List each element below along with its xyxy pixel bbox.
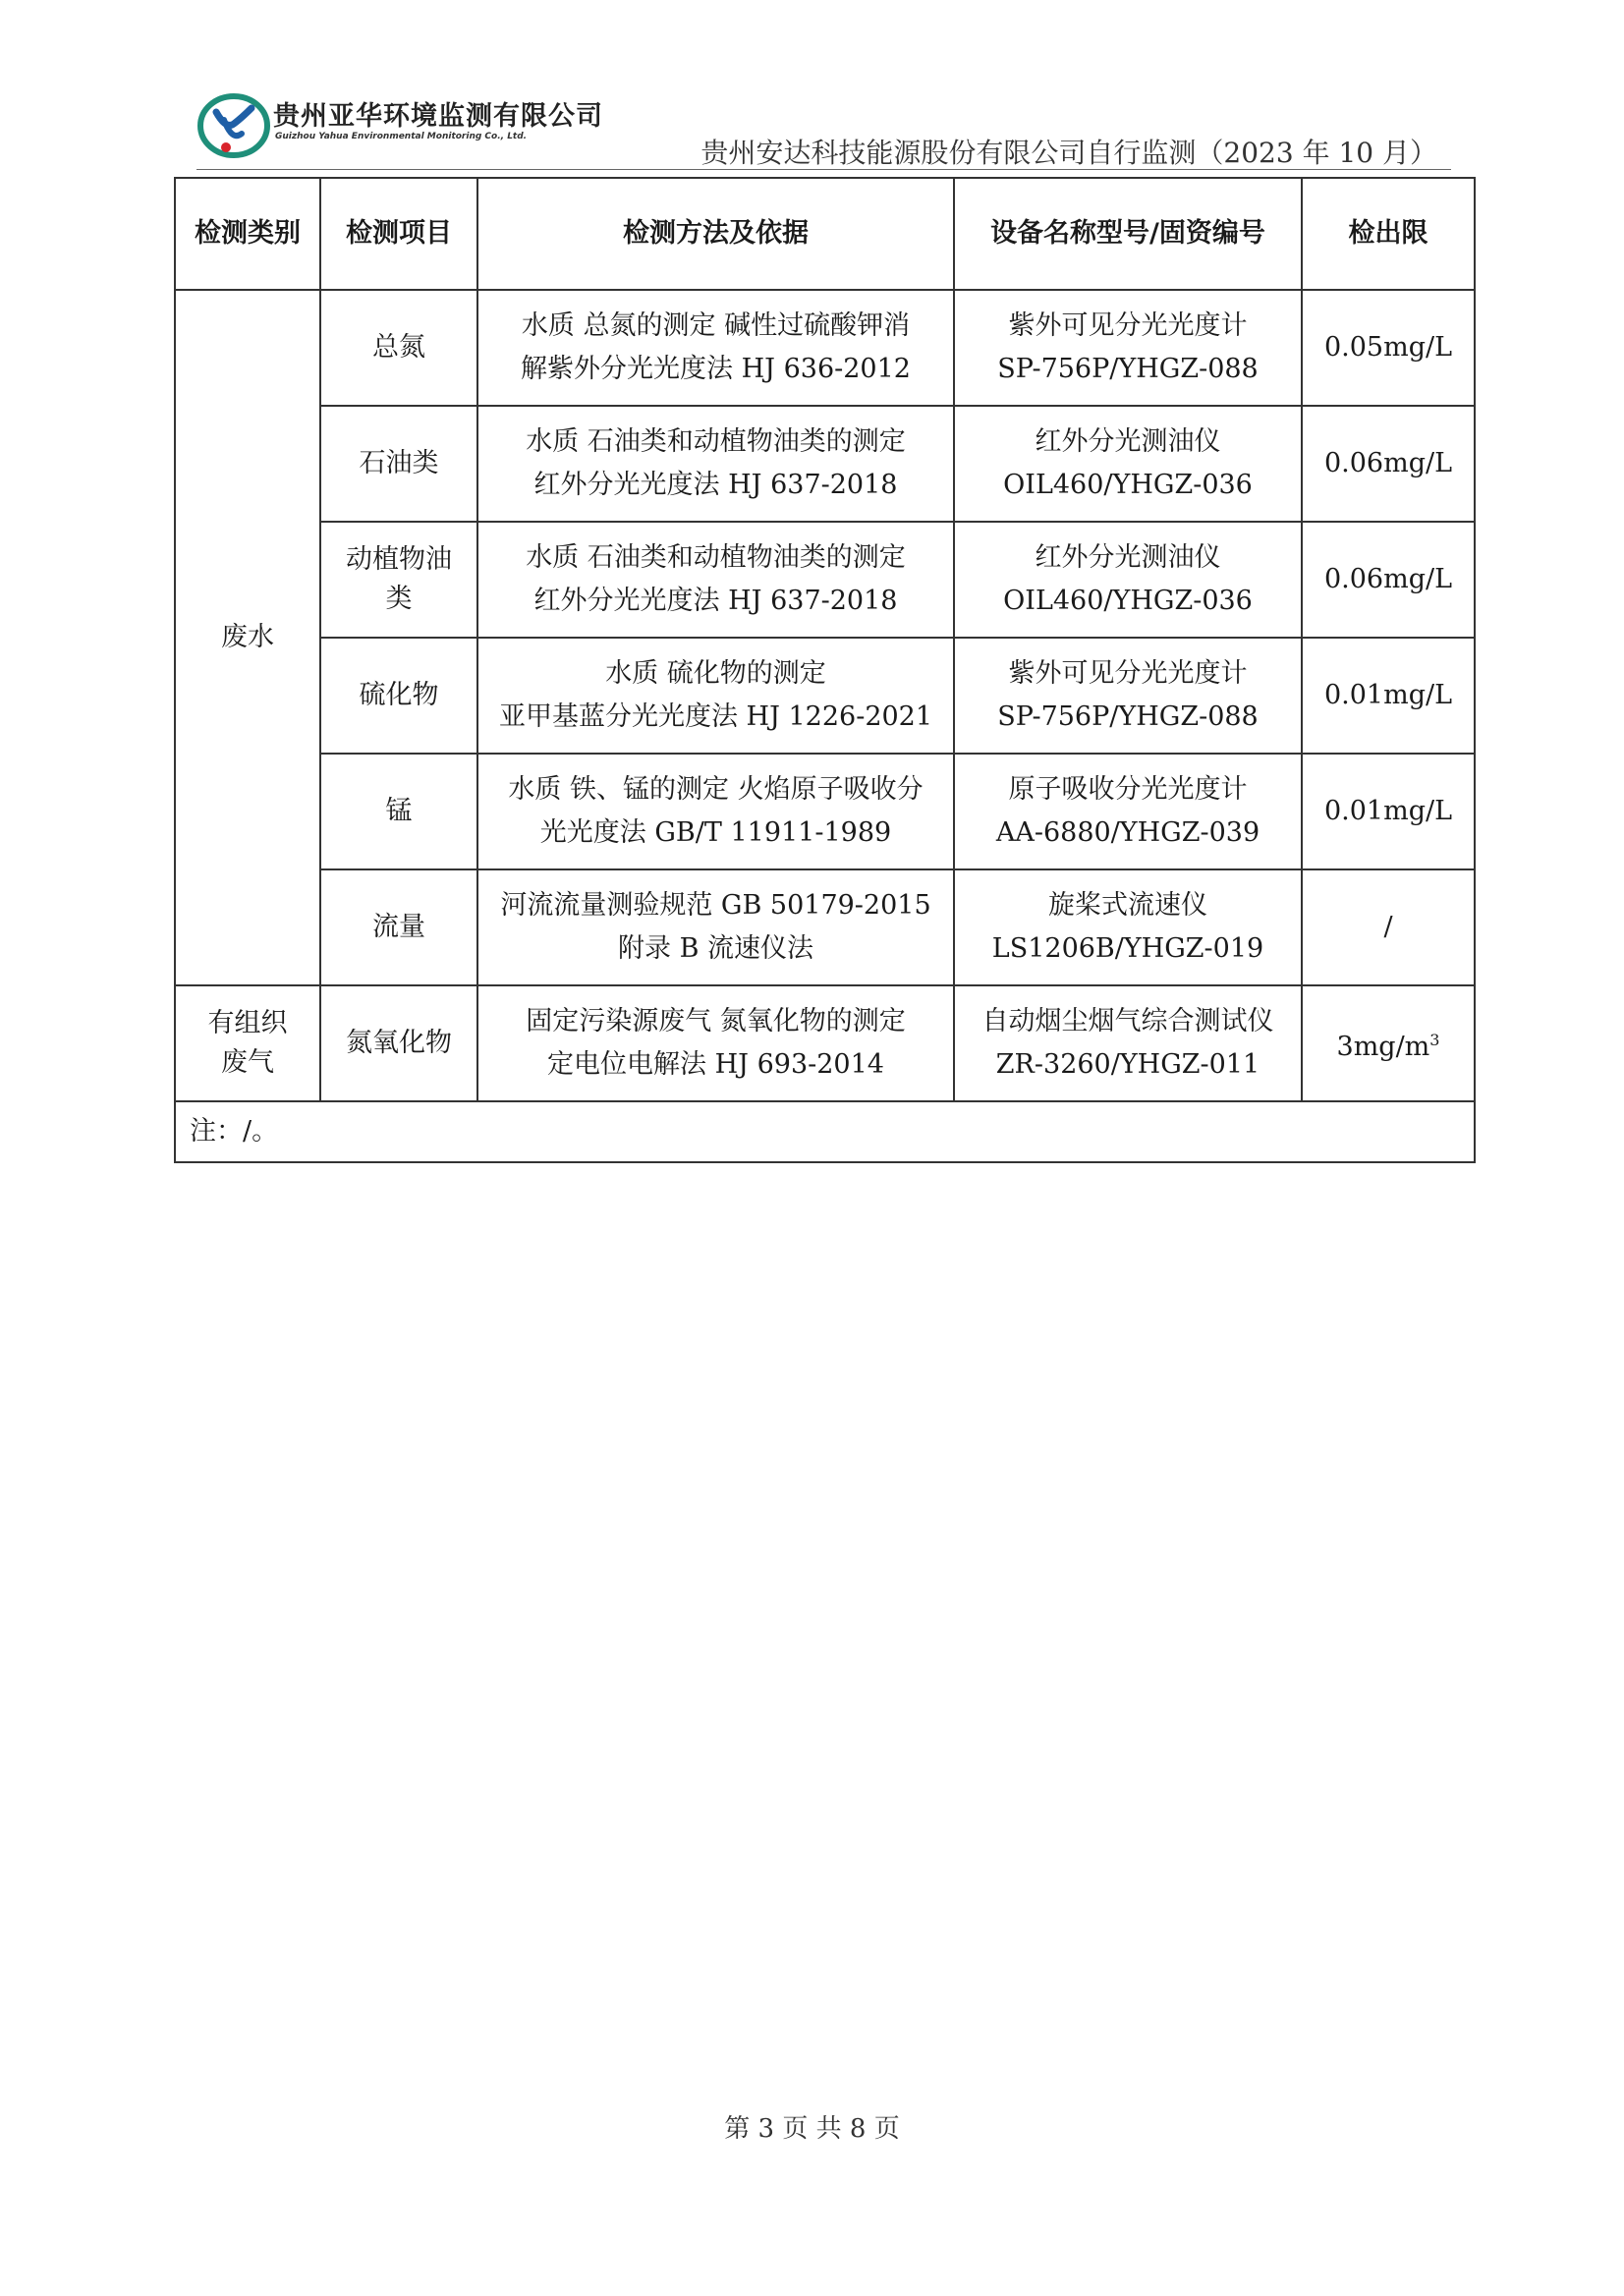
- limit-cell: 0.01mg/L: [1302, 754, 1475, 869]
- header-method: 检测方法及依据: [477, 178, 954, 290]
- item-cell: 氮氧化物: [320, 985, 477, 1101]
- equipment-id: AA-6880/YHGZ-039: [995, 817, 1260, 848]
- header-divider: [196, 169, 1451, 170]
- item-cell: 硫化物: [320, 638, 477, 754]
- item-cell: 锰: [320, 754, 477, 869]
- equipment-name: 原子吸收分光光度计: [1008, 774, 1248, 805]
- header-category: 检测类别: [175, 178, 320, 290]
- equipment-name: 红外分光测油仪: [1035, 542, 1221, 573]
- equipment-cell: [954, 406, 1302, 522]
- header-item: 检测项目: [320, 178, 477, 290]
- company-logo-icon: [196, 90, 275, 159]
- equipment-cell: [954, 869, 1302, 985]
- limit-value: 3mg/m: [1336, 1031, 1430, 1062]
- company-name-cn: 贵州亚华环境监测有限公司: [273, 101, 603, 132]
- method-line: 水质 铁、锰的测定 火焰原子吸收分: [508, 774, 924, 805]
- table-row: [175, 290, 1475, 406]
- equipment-id: OIL460/YHGZ-036: [1003, 586, 1253, 616]
- method-line: 解紫外分光光度法 HJ 636-2012: [521, 354, 911, 384]
- method-cell: [477, 869, 954, 985]
- limit-cell: 0.01mg/L: [1302, 638, 1475, 754]
- table-note: 注：/。: [175, 1101, 1475, 1162]
- method-cell: [477, 754, 954, 869]
- category-cell: 废水: [175, 290, 320, 985]
- method-cell: [477, 290, 954, 406]
- method-cell: [477, 522, 954, 638]
- header-detection-limit: 检出限: [1302, 178, 1475, 290]
- equipment-cell: [954, 522, 1302, 638]
- method-line: 水质 总氮的测定 碱性过硫酸钾消: [521, 310, 911, 341]
- method-line: 河流流量测验规范 GB 50179-2015: [500, 890, 931, 921]
- table-row: [175, 522, 1475, 638]
- equipment-id: LS1206B/YHGZ-019: [991, 933, 1264, 964]
- equipment-name: 紫外可见分光光度计: [1008, 310, 1248, 341]
- equipment-cell: [954, 754, 1302, 869]
- equipment-name: 旋桨式流速仪: [1048, 890, 1207, 921]
- item-cell: 石油类: [320, 406, 477, 522]
- equipment-cell: [954, 290, 1302, 406]
- method-cell: [477, 985, 954, 1101]
- document-header-title: 贵州安达科技能源股份有限公司自行监测（2023 年 10 月）: [700, 137, 1437, 169]
- limit-cell: 0.05mg/L: [1302, 290, 1475, 406]
- method-line: 红外分光光度法 HJ 637-2018: [533, 586, 898, 616]
- limit-cell: /: [1302, 869, 1475, 985]
- note-row: [175, 1101, 1475, 1162]
- page-number: 第 3 页 共 8 页: [724, 2114, 900, 2144]
- table-row: [175, 638, 1475, 754]
- equipment-id: SP-756P/YHGZ-088: [997, 701, 1259, 732]
- equipment-cell: [954, 985, 1302, 1101]
- method-cell: [477, 406, 954, 522]
- item-cell: 动植物油类: [320, 522, 477, 638]
- method-line: 亚甲基蓝分光光度法 HJ 1226-2021: [498, 701, 933, 732]
- header-equipment: 设备名称型号/固资编号: [954, 178, 1302, 290]
- method-line: 水质 硫化物的测定: [605, 658, 826, 689]
- method-line: 固定污染源废气 氮氧化物的测定: [526, 1006, 906, 1036]
- equipment-cell: [954, 638, 1302, 754]
- limit-cell: 0.06mg/L: [1302, 406, 1475, 522]
- table-row: [175, 406, 1475, 522]
- limit-cell: [1302, 985, 1475, 1101]
- method-cell: [477, 638, 954, 754]
- table-header-row: [175, 178, 1475, 290]
- item-cell: 流量: [320, 869, 477, 985]
- table-row: [175, 754, 1475, 869]
- equipment-name: 红外分光测油仪: [1035, 426, 1221, 457]
- equipment-name: 紫外可见分光光度计: [1008, 658, 1248, 689]
- method-line: 红外分光光度法 HJ 637-2018: [533, 470, 898, 500]
- method-line: 附录 B 流速仪法: [617, 933, 813, 964]
- method-line: 水质 石油类和动植物油类的测定: [526, 426, 906, 457]
- equipment-id: ZR-3260/YHGZ-011: [995, 1049, 1260, 1080]
- item-cell: 总氮: [320, 290, 477, 406]
- company-logo: [196, 90, 603, 159]
- equipment-name: 自动烟尘烟气综合测试仪: [981, 1006, 1274, 1036]
- equipment-id: SP-756P/YHGZ-088: [997, 354, 1259, 384]
- method-line: 定电位电解法 HJ 693-2014: [547, 1049, 884, 1080]
- company-name-en: Guizhou Yahua Environmental Monitoring Co., Ltd.: [275, 132, 528, 141]
- monitoring-methods-table: [174, 177, 1476, 1163]
- method-line: 光光度法 GB/T 11911-1989: [539, 817, 892, 848]
- limit-cell: 0.06mg/L: [1302, 522, 1475, 638]
- table-row: [175, 985, 1475, 1101]
- method-line: 水质 石油类和动植物油类的测定: [526, 542, 906, 573]
- table-row: [175, 869, 1475, 985]
- equipment-id: OIL460/YHGZ-036: [1003, 470, 1253, 500]
- category-cell: 有组织废气: [175, 985, 320, 1101]
- limit-superscript: 3: [1429, 1030, 1440, 1049]
